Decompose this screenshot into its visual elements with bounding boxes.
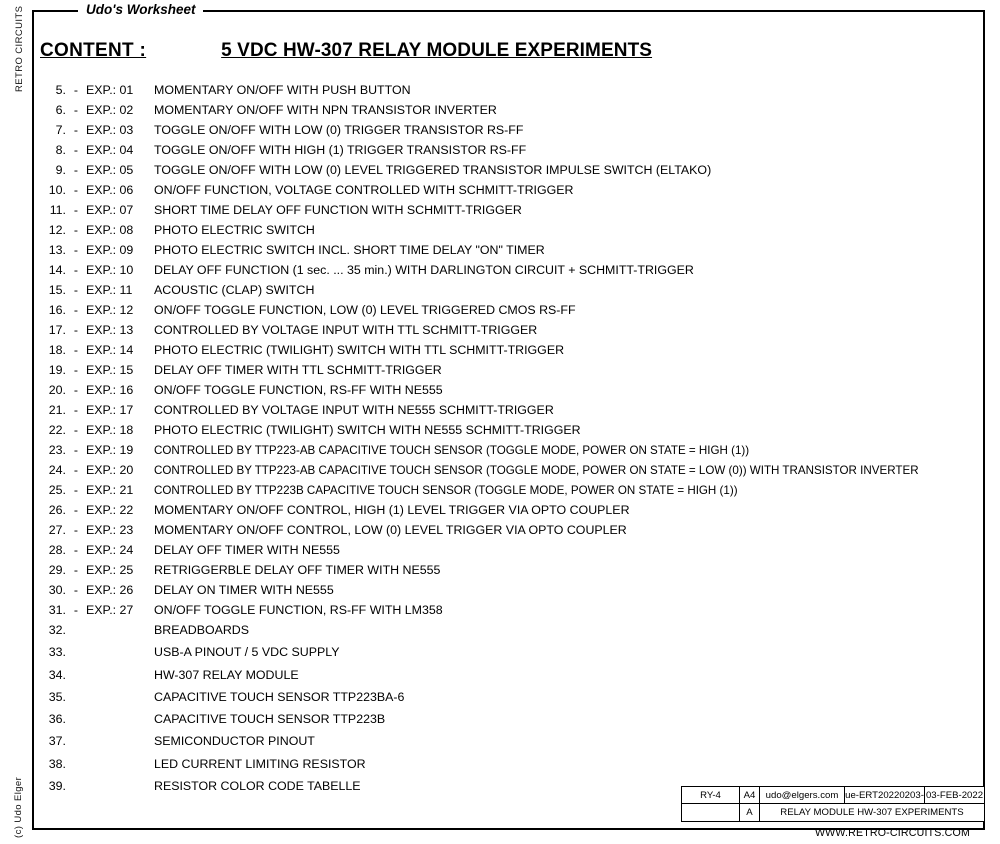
item-experiment-label: EXP.: 13 [86, 323, 134, 337]
content-list-item [30, 543, 965, 563]
item-description: TOGGLE ON/OFF WITH LOW (0) TRIGGER TRANSISTOR RS-FF [154, 123, 524, 137]
item-number: 26. [48, 503, 66, 517]
item-experiment-label: EXP.: 20 [86, 463, 134, 477]
item-description: CAPACITIVE TOUCH SENSOR TTP223B [154, 712, 386, 727]
item-experiment-label: EXP.: 15 [86, 363, 134, 377]
item-dash: - [73, 103, 79, 117]
item-number: 24. [48, 463, 66, 477]
content-list-item [30, 303, 965, 323]
item-number: 17. [48, 323, 66, 337]
content-list-item [30, 363, 965, 383]
item-number: 5. [55, 83, 66, 97]
item-experiment-label: EXP.: 01 [86, 83, 134, 97]
item-description: LED CURRENT LIMITING RESISTOR [154, 756, 366, 771]
item-dash: - [73, 363, 79, 377]
content-list-item [30, 203, 965, 223]
item-number: 34. [48, 667, 66, 682]
item-experiment-label: EXP.: 09 [86, 243, 134, 257]
item-description: TOGGLE ON/OFF WITH LOW (0) LEVEL TRIGGERED TRANSISTOR IMPULSE SWITCH (ELTAKO) [154, 163, 712, 177]
item-description: DELAY OFF TIMER WITH NE555 [154, 543, 340, 557]
item-description: CAPACITIVE TOUCH SENSOR TTP223BA-6 [154, 689, 405, 704]
item-number: 9. [55, 163, 66, 177]
item-dash: - [73, 263, 79, 277]
item-description: DELAY OFF TIMER WITH TTL SCHMITT-TRIGGER [154, 363, 442, 377]
item-description: ON/OFF TOGGLE FUNCTION, RS-FF WITH LM358 [154, 603, 443, 617]
item-dash: - [73, 163, 79, 177]
item-description: RESISTOR COLOR CODE TABELLE [154, 779, 361, 794]
description-cell: RELAY MODULE HW-307 EXPERIMENTS [780, 807, 964, 818]
empty-cell [682, 804, 740, 821]
content-list-item [30, 223, 965, 243]
item-description: HW-307 RELAY MODULE [154, 667, 299, 682]
item-description: BREADBOARDS [154, 623, 250, 637]
item-experiment-label: EXP.: 02 [86, 103, 134, 117]
item-number: 22. [48, 423, 66, 437]
content-list-item [30, 83, 965, 103]
item-number: 32. [48, 623, 66, 637]
content-list-item [30, 712, 965, 734]
item-description: CONTROLLED BY TTP223B CAPACITIVE TOUCH SENSOR (TOGGLE MODE, POWER ON STATE = HIGH (1)) [154, 484, 738, 497]
content-list-item [30, 383, 965, 403]
email-cell: udo@elgers.com [760, 787, 845, 803]
item-number: 18. [48, 343, 66, 357]
content-list-item [30, 503, 965, 523]
item-dash: - [73, 503, 79, 517]
content-list-item [30, 443, 965, 463]
item-number: 20. [48, 383, 66, 397]
content-list-item [30, 103, 965, 123]
content-list-item [30, 403, 965, 423]
item-experiment-label: EXP.: 08 [86, 223, 134, 237]
item-description: PHOTO ELECTRIC (TWILIGHT) SWITCH WITH NE555 SCHMITT-TRIGGER [154, 423, 581, 437]
paper-size-cell: A4 [740, 787, 760, 803]
content-list-item [30, 734, 965, 756]
item-experiment-label: EXP.: 25 [86, 563, 134, 577]
item-experiment-label: EXP.: 21 [86, 483, 134, 497]
item-dash: - [73, 203, 79, 217]
item-description: PHOTO ELECTRIC SWITCH [154, 223, 315, 237]
item-experiment-label: EXP.: 07 [86, 203, 134, 217]
item-dash: - [73, 403, 79, 417]
item-experiment-label: EXP.: 16 [86, 383, 134, 397]
revision-cell: A [740, 804, 760, 821]
worksheet-title-label: Udo's Worksheet [78, 0, 203, 19]
item-number: 25. [48, 483, 66, 497]
item-dash: - [73, 543, 79, 557]
item-description: PHOTO ELECTRIC SWITCH INCL. SHORT TIME DELAY "ON" TIMER [154, 243, 545, 257]
item-experiment-label: EXP.: 24 [86, 543, 134, 557]
item-number: 8. [55, 143, 66, 157]
content-list [30, 83, 965, 801]
content-list-item [30, 563, 965, 583]
item-dash: - [73, 563, 79, 577]
item-experiment-label: EXP.: 23 [86, 523, 134, 537]
item-description: MOMENTARY ON/OFF WITH PUSH BUTTON [154, 83, 411, 97]
item-description: CONTROLLED BY VOLTAGE INPUT WITH TTL SCHMITT-TRIGGER [154, 323, 538, 337]
item-description: ON/OFF TOGGLE FUNCTION, RS-FF WITH NE555 [154, 383, 443, 397]
content-list-item [30, 283, 965, 303]
item-dash: - [73, 483, 79, 497]
item-number: 6. [55, 103, 66, 117]
item-description: MOMENTARY ON/OFF WITH NPN TRANSISTOR INVERTER [154, 103, 497, 117]
content-list-item [30, 668, 965, 690]
content-list-item [30, 343, 965, 363]
item-number: 11. [49, 203, 66, 217]
content-list-item [30, 603, 965, 623]
item-number: 33. [48, 645, 66, 660]
item-dash: - [73, 383, 79, 397]
content-list-item [30, 483, 965, 503]
item-number: 28. [48, 543, 66, 557]
item-experiment-label: EXP.: 19 [86, 443, 134, 457]
item-dash: - [73, 443, 79, 457]
content-list-item [30, 757, 965, 779]
item-description: CONTROLLED BY VOLTAGE INPUT WITH NE555 SCHMITT-TRIGGER [154, 403, 554, 417]
content-list-item [30, 163, 965, 183]
item-number: 35. [48, 689, 66, 704]
content-list-item [30, 423, 965, 443]
item-dash: - [73, 523, 79, 537]
item-experiment-label: EXP.: 06 [86, 183, 134, 197]
item-experiment-label: EXP.: 11 [86, 283, 133, 297]
page-title [40, 40, 920, 62]
item-dash: - [73, 303, 79, 317]
item-number: 7. [55, 123, 66, 137]
item-dash: - [73, 283, 79, 297]
item-description: SEMICONDUCTOR PINOUT [154, 734, 315, 749]
content-list-item [30, 690, 965, 712]
item-description: TOGGLE ON/OFF WITH HIGH (1) TRIGGER TRANSISTOR RS-FF [154, 143, 527, 157]
item-description: USB-A PINOUT / 5 VDC SUPPLY [154, 645, 340, 660]
item-description: DELAY ON TIMER WITH NE555 [154, 583, 334, 597]
item-number: 13. [48, 243, 66, 257]
item-experiment-label: EXP.: 22 [86, 503, 134, 517]
item-description: MOMENTARY ON/OFF CONTROL, LOW (0) LEVEL TRIGGER VIA OPTO COUPLER [154, 523, 627, 537]
item-experiment-label: EXP.: 27 [86, 603, 134, 617]
content-list-item [30, 243, 965, 263]
item-dash: - [73, 83, 79, 97]
title-block [681, 786, 985, 822]
item-description: MOMENTARY ON/OFF CONTROL, HIGH (1) LEVEL TRIGGER VIA OPTO COUPLER [154, 503, 630, 517]
item-dash: - [73, 243, 79, 257]
item-dash: - [73, 323, 79, 337]
item-number: 16. [48, 303, 66, 317]
content-list-item [30, 323, 965, 343]
item-experiment-label: EXP.: 17 [86, 403, 134, 417]
content-list-item [30, 263, 965, 283]
content-list-item [30, 143, 965, 163]
item-number: 23. [48, 443, 66, 457]
copyright-side-label: (c) Udo Elger [13, 776, 24, 838]
website-footer: WWW.RETRO-CIRCUITS.COM [814, 827, 970, 839]
item-dash: - [73, 143, 79, 157]
item-description: PHOTO ELECTRIC (TWILIGHT) SWITCH WITH TTL SCHMITT-TRIGGER [154, 343, 565, 357]
item-number: 14. [48, 263, 66, 277]
document-id-cell: ue-ERT20220203- [845, 787, 925, 803]
item-description: SHORT TIME DELAY OFF FUNCTION WITH SCHMITT-TRIGGER [154, 203, 522, 217]
content-list-item [30, 523, 965, 543]
item-number: 27. [48, 523, 66, 537]
item-experiment-label: EXP.: 04 [86, 143, 134, 157]
item-experiment-label: EXP.: 10 [86, 263, 134, 277]
item-dash: - [73, 463, 79, 477]
item-description: ACOUSTIC (CLAP) SWITCH [154, 283, 315, 297]
item-description: ON/OFF FUNCTION, VOLTAGE CONTROLLED WITH SCHMITT-TRIGGER [154, 183, 574, 197]
item-description: DELAY OFF FUNCTION (1 sec. ... 35 min.) WITH DARLINGTON CIRCUIT + SCHMITT-TRIGGER [154, 263, 694, 277]
item-dash: - [73, 583, 79, 597]
item-description: ON/OFF TOGGLE FUNCTION, LOW (0) LEVEL TRIGGERED CMOS RS-FF [154, 303, 576, 317]
content-list-item [30, 183, 965, 203]
document-title: 5 VDC HW-307 RELAY MODULE EXPERIMENTS [221, 40, 653, 61]
item-number: 39. [48, 779, 66, 794]
item-number: 12. [48, 223, 66, 237]
item-experiment-label: EXP.: 12 [86, 303, 134, 317]
item-number: 38. [48, 756, 66, 771]
title-block-row-1 [682, 787, 984, 804]
item-dash: - [73, 603, 79, 617]
item-experiment-label: EXP.: 18 [86, 423, 134, 437]
date-cell: 03-FEB-2022 [925, 789, 984, 801]
item-number: 19. [48, 363, 66, 377]
item-number: 31. [48, 603, 66, 617]
content-list-item [30, 645, 965, 667]
item-number: 30. [48, 583, 66, 597]
content-list-item [30, 123, 965, 143]
item-number: 36. [48, 712, 66, 727]
item-experiment-label: EXP.: 05 [86, 163, 134, 177]
item-dash: - [73, 223, 79, 237]
item-description: RETRIGGERBLE DELAY OFF TIMER WITH NE555 [154, 563, 441, 577]
content-list-item [30, 463, 965, 483]
item-description: CONTROLLED BY TTP223-AB CAPACITIVE TOUCH SENSOR (TOGGLE MODE, POWER ON STATE = LOW (0)) WITH TRANSISTOR INVERTER [154, 464, 919, 477]
item-number: 29. [48, 563, 66, 577]
item-dash: - [73, 343, 79, 357]
item-experiment-label: EXP.: 03 [86, 123, 134, 137]
title-block-row-2 [682, 804, 984, 821]
sheet-code-cell: RY-4 [682, 787, 740, 803]
item-experiment-label: EXP.: 14 [86, 343, 134, 357]
item-description: CONTROLLED BY TTP223-AB CAPACITIVE TOUCH SENSOR (TOGGLE MODE, POWER ON STATE = HIGH (1)) [154, 444, 750, 457]
item-number: 37. [48, 734, 66, 749]
content-heading: CONTENT : [40, 40, 147, 61]
item-dash: - [73, 123, 79, 137]
content-list-item [30, 583, 965, 603]
item-number: 10. [48, 183, 66, 197]
retro-circuits-side-label: RETRO CIRCUITS [14, 5, 25, 92]
item-dash: - [73, 423, 79, 437]
item-experiment-label: EXP.: 26 [86, 583, 134, 597]
item-number: 21. [48, 403, 66, 417]
item-number: 15. [48, 283, 66, 297]
item-dash: - [73, 183, 79, 197]
content-list-item [30, 623, 965, 645]
